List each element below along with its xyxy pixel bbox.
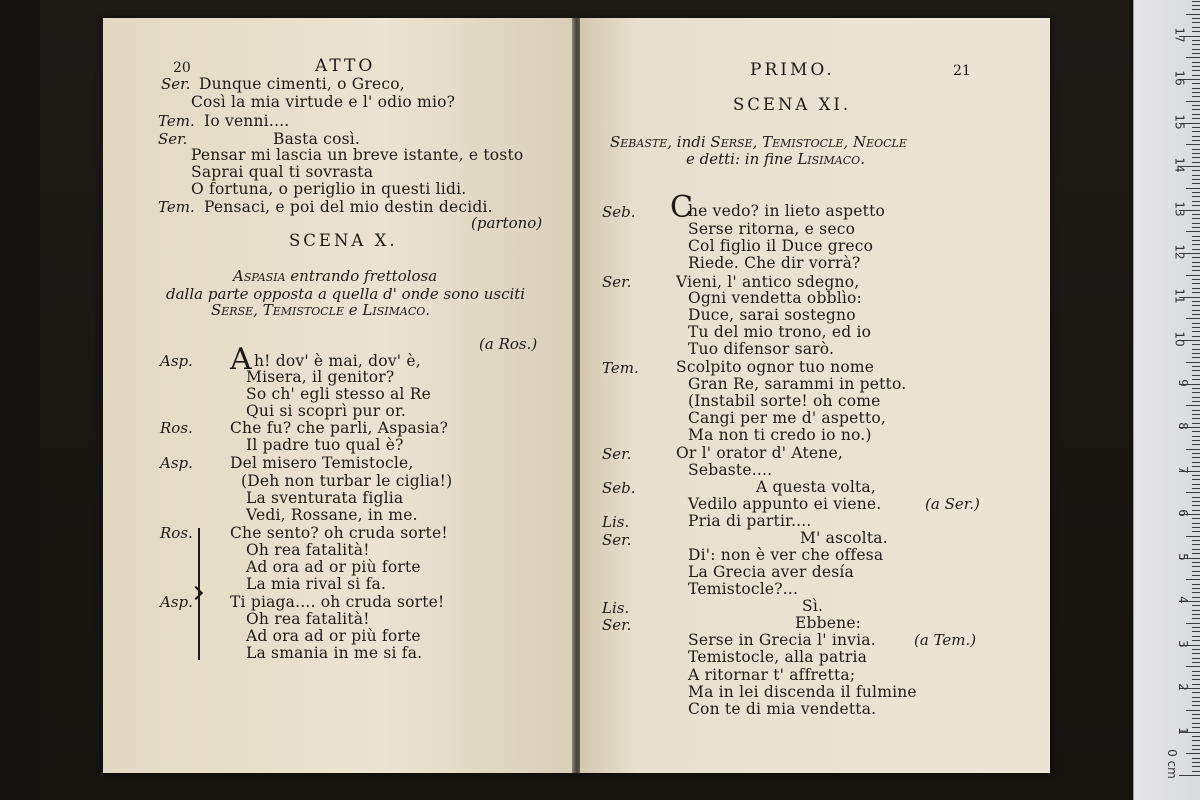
ruler-tick xyxy=(1192,336,1200,337)
ruler-tick xyxy=(1186,144,1200,145)
ruler-tick xyxy=(1186,579,1200,580)
rubric-text: , indi xyxy=(667,133,711,151)
ruler-tick xyxy=(1192,501,1200,502)
rubric-sep: , xyxy=(843,133,853,151)
verse-line: he vedo? in lieto aspetto xyxy=(688,202,886,220)
verse-line: A ritornar t' affretta; xyxy=(688,666,856,684)
verse-line: Vedi, Rossane, in me. xyxy=(246,506,418,524)
rubric-text: entrando frettolosa xyxy=(285,267,438,285)
ruler-tick xyxy=(1192,679,1200,680)
ruler-tick xyxy=(1192,388,1200,389)
ruler-label: 7 xyxy=(1176,465,1191,474)
rubric-xi-line-1 xyxy=(610,134,907,151)
ruler-tick xyxy=(1192,575,1200,576)
ruler-tick xyxy=(1192,105,1200,106)
verse-line: Ogni vendetta obblìo: xyxy=(688,289,862,307)
verse-line: Di': non è ver che offesa xyxy=(688,546,884,564)
rubric-name-lisimaco: Lisimaco xyxy=(797,150,861,168)
speaker-label: Ser. xyxy=(602,273,632,291)
ruler-tick xyxy=(1192,375,1200,376)
verse-line: Temistocle, alla patria xyxy=(688,648,868,666)
ruler-tick xyxy=(1192,584,1200,585)
ruler-label: 3 xyxy=(1176,639,1191,648)
ruler-tick xyxy=(1192,618,1200,619)
ruler-tick xyxy=(1192,292,1200,293)
ruler-tick xyxy=(1192,671,1200,672)
ruler-tick xyxy=(1192,310,1200,311)
ruler-label: 8 xyxy=(1176,422,1191,430)
ruler-tick xyxy=(1192,270,1200,271)
speaker-label: Asp. xyxy=(160,352,193,370)
verse-line: Ad ora ad or più forte xyxy=(246,627,421,645)
verse-line: La sventurata figlia xyxy=(246,489,404,507)
ruler-tick xyxy=(1192,327,1200,328)
speaker-label: Ser. xyxy=(602,616,632,634)
ruler-tick xyxy=(1192,605,1200,606)
verse-line: h! dov' è mai, dov' è, xyxy=(254,352,421,370)
ruler-tick xyxy=(1186,623,1200,624)
verse-line: Sì. xyxy=(802,597,824,615)
verse-line: La Grecia aver desía xyxy=(688,563,854,581)
ruler-tick xyxy=(1192,571,1200,572)
ruler-label: 16 xyxy=(1172,70,1187,86)
right-running-head: PRIMO. xyxy=(750,60,835,80)
ruler-label: 12 xyxy=(1172,244,1187,260)
speaker-label: Seb. xyxy=(602,203,636,221)
ruler-tick xyxy=(1192,462,1200,463)
scena-x-title: SCENA X. xyxy=(289,231,398,250)
ruler-tick xyxy=(1192,31,1200,32)
ruler-label: 13 xyxy=(1172,200,1187,217)
ruler-tick xyxy=(1192,170,1200,171)
rubric-name-aspasia: Aspasia xyxy=(233,267,286,285)
ruler-label: 15 xyxy=(1172,113,1187,130)
ruler-label: 2 xyxy=(1176,683,1191,691)
ruler-tick xyxy=(1192,205,1200,206)
ruler-tick xyxy=(1192,62,1200,63)
ruler-tick xyxy=(1192,505,1200,506)
ruler-tick xyxy=(1192,684,1200,685)
ruler-tick xyxy=(1192,196,1200,197)
ruler-tick xyxy=(1192,53,1200,54)
verse-line: Sebaste.... xyxy=(688,461,773,479)
ruler-tick xyxy=(1192,357,1200,358)
verse-line: (Deh non turbar le ciglia!) xyxy=(241,472,453,490)
verse-line: Oh rea fatalità! xyxy=(246,610,370,628)
verse-line: Così la mia virtude e l' odio mio? xyxy=(191,93,456,111)
ruler-tick xyxy=(1192,175,1200,176)
ruler-tick xyxy=(1192,344,1200,345)
ruler-tick xyxy=(1192,1,1200,2)
verse-line: Or l' orator d' Atene, xyxy=(676,444,843,462)
drop-cap: A xyxy=(230,342,252,377)
verse-line: A questa volta, xyxy=(756,478,876,496)
verse-line: M' ascolta. xyxy=(800,529,888,547)
verse-line: O fortuna, o periglio in questi lidi. xyxy=(191,180,467,198)
verse-line: Cangi per me d' aspetto, xyxy=(688,409,887,427)
ruler-tick xyxy=(1192,397,1200,398)
ruler-tick xyxy=(1192,27,1200,28)
ruler-tick xyxy=(1192,527,1200,528)
ruler-tick xyxy=(1192,518,1200,519)
ruler-tick xyxy=(1192,662,1200,663)
aside-a-ros: (a Ros.) xyxy=(479,335,538,353)
ruler-label: 17 xyxy=(1172,26,1187,43)
verse-line: La mia rival si fa. xyxy=(246,575,387,593)
ruler-tick xyxy=(1192,631,1200,632)
rubric-name-temistocle: Temistocle xyxy=(762,133,844,151)
ruler-tick xyxy=(1192,549,1200,550)
ruler-tick xyxy=(1192,153,1200,154)
ruler-tick xyxy=(1192,183,1200,184)
ruler-tick xyxy=(1192,771,1200,772)
scena-xi-title: SCENA XI. xyxy=(733,95,852,114)
ruler-tick xyxy=(1192,379,1200,380)
speaker-label: Ser. xyxy=(161,75,191,93)
duet-brace xyxy=(198,528,212,660)
rubric-sep: , xyxy=(253,301,263,319)
verse-line: Ebbene: xyxy=(795,614,862,632)
ruler-tick xyxy=(1186,710,1200,711)
ruler-tick xyxy=(1192,66,1200,67)
verse-line: Del misero Temistocle, xyxy=(230,454,414,472)
ruler-tick xyxy=(1192,566,1200,567)
ruler-tick xyxy=(1192,18,1200,19)
rubric-sep: e xyxy=(344,301,363,319)
ruler-tick xyxy=(1192,214,1200,215)
ruler-tick xyxy=(1192,192,1200,193)
speaker-label: Lis. xyxy=(602,599,630,617)
ruler-tick xyxy=(1192,244,1200,245)
speaker-label: Ser. xyxy=(602,531,632,549)
ruler-tick xyxy=(1192,740,1200,741)
speaker-label: Ros. xyxy=(160,419,193,437)
ruler-tick xyxy=(1192,588,1200,589)
ruler-tick xyxy=(1192,658,1200,659)
ruler-tick xyxy=(1192,370,1200,371)
verse-line: Che sento? oh cruda sorte! xyxy=(230,524,448,542)
ruler-tick xyxy=(1192,401,1200,402)
ruler-tick xyxy=(1192,266,1200,267)
rubric-sep: . xyxy=(425,301,431,319)
verse-line: Oh rea fatalità! xyxy=(246,541,370,559)
ruler-label: 6 xyxy=(1176,509,1191,517)
verse-line: Vieni, l' antico sdegno, xyxy=(676,273,860,291)
ruler-tick xyxy=(1192,118,1200,119)
left-page-number: 20 xyxy=(173,60,191,76)
verse-line: So ch' egli stesso al Re xyxy=(246,385,431,403)
verse-line: Pria di partir.... xyxy=(688,512,812,530)
left-page xyxy=(103,18,573,773)
ruler-tick xyxy=(1192,697,1200,698)
right-page-number: 21 xyxy=(953,63,971,79)
ruler-tick xyxy=(1192,466,1200,467)
ruler-tick xyxy=(1186,188,1200,189)
ruler-tick xyxy=(1192,262,1200,263)
ruler-tick xyxy=(1192,540,1200,541)
verse-line: Gran Re, sarammi in petto. xyxy=(688,375,907,393)
ruler-tick xyxy=(1192,440,1200,441)
ruler-tick xyxy=(1192,627,1200,628)
ruler-tick xyxy=(1192,423,1200,424)
ruler-tick xyxy=(1192,223,1200,224)
ruler-label: 1 xyxy=(1176,726,1191,735)
ruler-label: 5 xyxy=(1176,552,1191,561)
ruler-tick xyxy=(1192,288,1200,289)
speaker-label: Tem. xyxy=(158,112,195,130)
ruler-tick xyxy=(1192,475,1200,476)
ruler-tick xyxy=(1186,666,1200,667)
ruler-tick xyxy=(1192,314,1200,315)
verse-line: Con te di mia vendetta. xyxy=(688,700,877,718)
ruler-tick xyxy=(1192,531,1200,532)
verse-line: Ma in lei discenda il fulmine xyxy=(688,683,917,701)
ruler-tick xyxy=(1192,279,1200,280)
ruler-tick xyxy=(1192,431,1200,432)
speaker-label: Ros. xyxy=(160,524,193,542)
ruler-tick xyxy=(1192,553,1200,554)
ruler-tick xyxy=(1192,414,1200,415)
ruler-label: 10 xyxy=(1172,331,1187,347)
ruler-tick xyxy=(1192,83,1200,84)
ruler-tick xyxy=(1192,353,1200,354)
speaker-label: Tem. xyxy=(602,359,639,377)
ruler-tick xyxy=(1192,523,1200,524)
ruler-tick xyxy=(1192,162,1200,163)
verse-line: Pensaci, e poi del mio destin decidi. xyxy=(204,198,493,216)
ruler-tick xyxy=(1192,714,1200,715)
rubric-sep: , xyxy=(752,133,763,151)
verse-line: Che fu? che parli, Aspasia? xyxy=(230,419,449,437)
verse-line: Io venni.... xyxy=(204,112,290,130)
ruler-tick xyxy=(1192,592,1200,593)
ruler-tick xyxy=(1192,762,1200,763)
verse-line: Ti piaga.... oh cruda sorte! xyxy=(230,593,445,611)
rubric-name-serse: Serse xyxy=(211,301,254,319)
ruler-tick xyxy=(1186,318,1200,319)
ruler-tick xyxy=(1192,131,1200,132)
ruler-tick xyxy=(1192,349,1200,350)
ruler-tick xyxy=(1192,127,1200,128)
rubric-name-serse: Serse xyxy=(710,133,753,151)
verse-line: Misera, il genitor? xyxy=(246,368,395,386)
ruler-tick xyxy=(1192,149,1200,150)
ruler-label: 0 cm xyxy=(1165,749,1180,779)
verse-line: (Instabil sorte! oh come xyxy=(688,392,881,410)
ruler-tick xyxy=(1192,218,1200,219)
verse-line: Serse ritorna, e seco xyxy=(688,220,856,238)
ruler-tick xyxy=(1192,96,1200,97)
ruler-tick xyxy=(1186,449,1200,450)
ruler-tick xyxy=(1192,5,1200,6)
ruler-label: 11 xyxy=(1172,287,1187,304)
speaker-label: Ser. xyxy=(158,130,188,148)
ruler-tick xyxy=(1192,497,1200,498)
ruler-tick xyxy=(1192,366,1200,367)
ruler-tick xyxy=(1186,753,1200,754)
aside-a-ser: (a Ser.) xyxy=(925,495,980,513)
ruler-tick xyxy=(1192,201,1200,202)
left-running-head: ATTO xyxy=(315,56,376,76)
verse-line: Il padre tuo qual è? xyxy=(246,436,404,454)
ruler-tick xyxy=(1192,745,1200,746)
verse-line: Tu del mio trono, ed io xyxy=(688,323,872,341)
rubric-name-sebaste: Sebaste xyxy=(610,133,668,151)
verse-line: Ma non ti credo io no.) xyxy=(688,426,872,444)
verse-line: Tuo difensor sarò. xyxy=(688,340,835,358)
rubric-name-temistocle: Temistocle xyxy=(262,301,344,319)
ruler-tick xyxy=(1192,488,1200,489)
ruler-tick xyxy=(1179,775,1200,776)
right-page xyxy=(580,18,1050,773)
verse-line: Ad ora ad or più forte xyxy=(246,558,421,576)
ruler-tick xyxy=(1192,692,1200,693)
rubric-name-lisimaco: Lisimaco xyxy=(362,301,426,319)
ruler-tick xyxy=(1192,649,1200,650)
ruler-tick xyxy=(1192,392,1200,393)
speaker-label: Asp. xyxy=(160,454,193,472)
speaker-label: Ser. xyxy=(602,445,632,463)
verse-line: Saprai qual ti sovrasta xyxy=(191,163,374,181)
ruler-tick xyxy=(1192,675,1200,676)
ruler-tick xyxy=(1192,510,1200,511)
ruler-tick xyxy=(1192,49,1200,50)
ruler-tick xyxy=(1192,179,1200,180)
ruler-tick xyxy=(1192,723,1200,724)
ruler-tick xyxy=(1192,301,1200,302)
ruler-tick xyxy=(1192,249,1200,250)
ruler-tick xyxy=(1192,157,1200,158)
ruler-tick xyxy=(1192,9,1200,10)
ruler-tick xyxy=(1192,749,1200,750)
ruler-tick xyxy=(1192,88,1200,89)
verse-line: Vedilo appunto ei viene. xyxy=(688,495,882,513)
ruler-tick xyxy=(1192,597,1200,598)
rubric-xi-line-2 xyxy=(686,151,865,168)
verse-line: Col figlio il Duce greco xyxy=(688,237,874,255)
ruler-tick xyxy=(1192,323,1200,324)
ruler-tick xyxy=(1186,57,1200,58)
ruler-tick xyxy=(1192,331,1200,332)
verse-line: Dunque cimenti, o Greco, xyxy=(199,75,405,93)
speaker-label: Tem. xyxy=(158,198,195,216)
ruler-tick xyxy=(1192,22,1200,23)
ruler-tick xyxy=(1192,453,1200,454)
verse-line: Temistocle?... xyxy=(688,580,799,598)
ruler-tick xyxy=(1192,444,1200,445)
speaker-label: Lis. xyxy=(602,513,630,531)
drop-cap: C xyxy=(670,190,693,225)
verse-line: Serse in Grecia l' invia. xyxy=(688,631,876,649)
ruler-tick xyxy=(1192,44,1200,45)
ruler-tick xyxy=(1186,101,1200,102)
ruler-tick xyxy=(1186,275,1200,276)
ruler-tick xyxy=(1192,758,1200,759)
ruler-tick xyxy=(1192,457,1200,458)
verse-line: Riede. Che dir vorrà? xyxy=(688,254,861,272)
ruler-tick xyxy=(1192,705,1200,706)
rubric-name-neocle: Neocle xyxy=(852,133,907,151)
ruler-tick xyxy=(1192,562,1200,563)
ruler-tick xyxy=(1192,653,1200,654)
verse-line: Basta così. xyxy=(273,130,361,148)
rubric-line-3 xyxy=(211,302,430,319)
rubric-line-1 xyxy=(233,268,437,285)
ruler-tick xyxy=(1192,418,1200,419)
ruler-tick xyxy=(1186,492,1200,493)
ruler-tick xyxy=(1186,14,1200,15)
verse-line: Scolpito ognor tuo nome xyxy=(676,358,875,376)
rubric-text: e detti: in fine xyxy=(686,150,798,168)
ruler-tick xyxy=(1186,405,1200,406)
ruler-tick xyxy=(1192,736,1200,737)
rubric-sep: . xyxy=(860,150,865,168)
ruler-tick xyxy=(1192,544,1200,545)
ruler-label: 14 xyxy=(1172,157,1187,173)
ruler-tick xyxy=(1192,479,1200,480)
aside-a-tem: (a Tem.) xyxy=(914,631,977,649)
measuring-ruler xyxy=(1133,0,1200,800)
ruler-tick xyxy=(1186,362,1200,363)
ruler-tick xyxy=(1192,136,1200,137)
verse-line: Qui si scoprì pur or. xyxy=(246,402,407,420)
ruler-label: 4 xyxy=(1176,596,1191,604)
ruler-tick xyxy=(1192,70,1200,71)
ruler-tick xyxy=(1192,610,1200,611)
ruler-tick xyxy=(1192,727,1200,728)
verse-line: Duce, sarai sostegno xyxy=(688,306,856,324)
ruler-tick xyxy=(1192,92,1200,93)
ruler-tick xyxy=(1192,636,1200,637)
rubric-line-2: dalla parte opposta a quella d' onde sono usciti xyxy=(166,285,526,303)
ruler-tick xyxy=(1192,75,1200,76)
ruler-tick xyxy=(1192,766,1200,767)
ruler-label: 9 xyxy=(1176,378,1191,387)
ruler-tick xyxy=(1192,109,1200,110)
ruler-tick xyxy=(1192,614,1200,615)
verse-line: La smania in me si fa. xyxy=(246,644,423,662)
ruler-tick xyxy=(1186,231,1200,232)
ruler-tick xyxy=(1192,701,1200,702)
ruler-tick xyxy=(1192,484,1200,485)
ruler-tick xyxy=(1186,536,1200,537)
ruler-tick xyxy=(1192,283,1200,284)
ruler-tick xyxy=(1192,140,1200,141)
ruler-tick xyxy=(1192,257,1200,258)
ruler-tick xyxy=(1192,305,1200,306)
ruler-tick xyxy=(1192,640,1200,641)
speaker-label: Asp. xyxy=(160,593,193,611)
ruler-tick xyxy=(1192,410,1200,411)
ruler-tick xyxy=(1192,436,1200,437)
speaker-label: Seb. xyxy=(602,479,636,497)
ruler-tick xyxy=(1192,718,1200,719)
ruler-tick xyxy=(1192,227,1200,228)
ruler-tick xyxy=(1192,236,1200,237)
ruler-tick xyxy=(1192,40,1200,41)
ruler-tick xyxy=(1192,240,1200,241)
ruler-tick xyxy=(1192,114,1200,115)
verse-line: Pensar mi lascia un breve istante, e tosto xyxy=(191,146,524,164)
stage-direction-partono: (partono) xyxy=(471,214,543,232)
